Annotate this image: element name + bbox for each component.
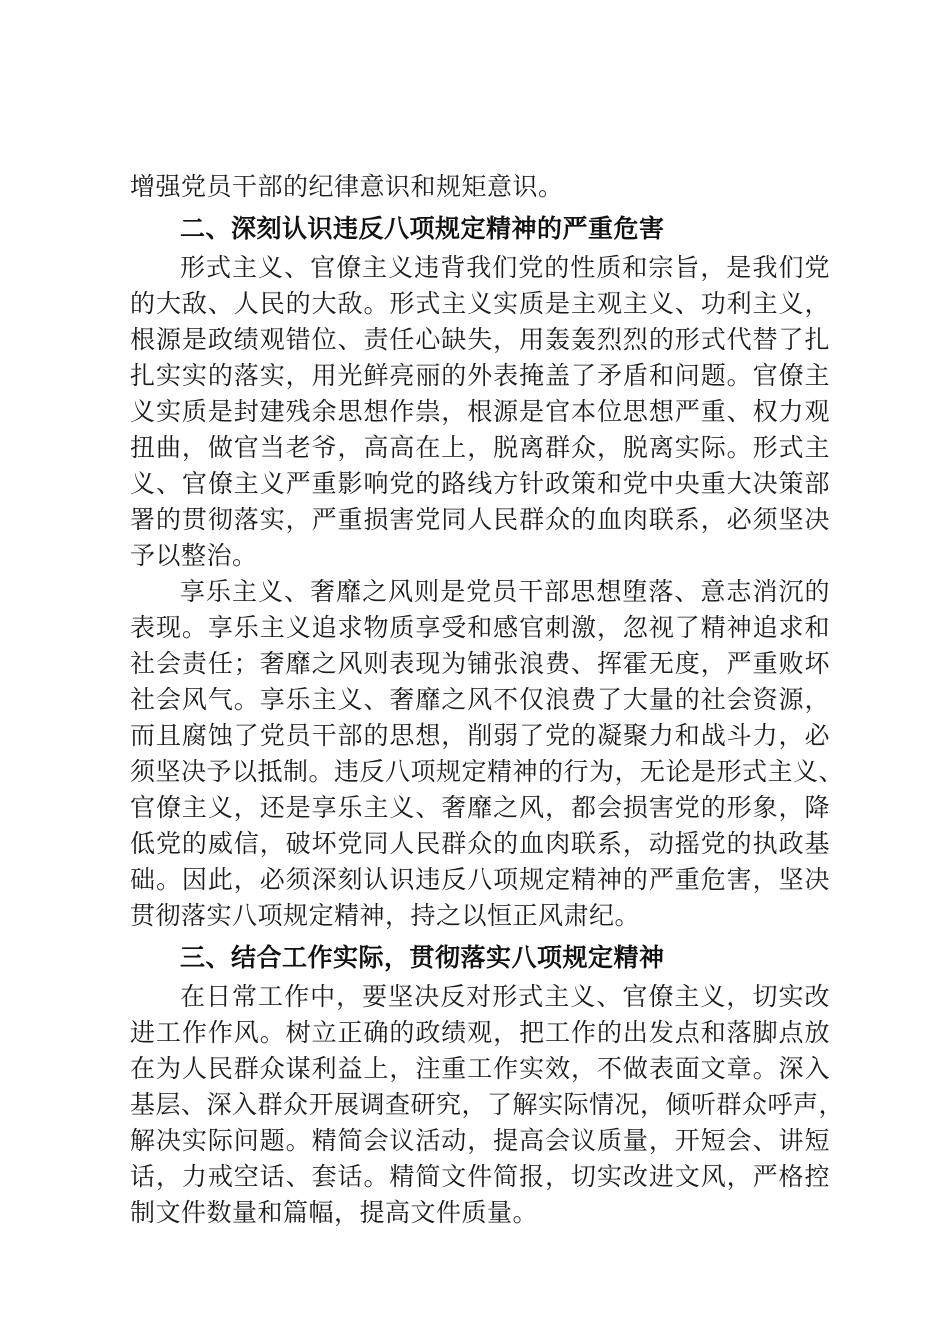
body-text-line: 低党的威信，破坏党同人民群众的血肉联系，动摇党的执政基 <box>130 829 830 858</box>
section-heading-3: 三、结合工作实际，贯彻落实八项规定精神 <box>180 943 665 972</box>
body-text-line: 增强党员干部的纪律意识和规矩意识。 <box>130 172 564 201</box>
body-text-line: 在为人民群众谋利益上，注重工作实效，不做表面文章。深入 <box>130 1054 830 1083</box>
body-text-line: 署的贯彻落实，严重损害党同人民群众的血肉联系，必须坚决 <box>130 505 830 534</box>
body-text-line: 贯彻落实八项规定精神，持之以恒正风肃纪。 <box>130 901 641 930</box>
body-text-line: 义、官僚主义严重影响党的路线方针政策和党中央重大决策部 <box>130 469 830 498</box>
body-text-line: 社会风气。享乐主义、奢靡之风不仅浪费了大量的社会资源， <box>130 685 830 714</box>
body-text-line: 予以整治。 <box>130 541 258 570</box>
body-text-line: 根源是政绩观错位、责任心缺失，用轰轰烈烈的形式代替了扎 <box>130 325 830 354</box>
body-text-line: 进工作作风。树立正确的政绩观，把工作的出发点和落脚点放 <box>130 1018 830 1047</box>
paragraph-first-line: 在日常工作中，要坚决反对形式主义、官僚主义，切实改 <box>180 982 830 1011</box>
section-heading-2: 二、深刻认识违反八项规定精神的严重危害 <box>180 214 665 243</box>
body-text-line: 社会责任；奢靡之风则表现为铺张浪费、挥霍无度，严重败坏 <box>130 649 830 678</box>
body-text-line: 须坚决予以抵制。违反八项规定精神的行为，无论是形式主义、 <box>130 757 845 786</box>
body-text-line: 义实质是封建残余思想作祟，根源是官本位思想严重、权力观 <box>130 397 830 426</box>
body-text-line: 扎实实的落实，用光鲜亮丽的外表掩盖了矛盾和问题。官僚主 <box>130 361 830 390</box>
body-text-line: 解决实际问题。精简会议活动，提高会议质量，开短会、讲短 <box>130 1126 830 1155</box>
body-text-line: 的大敌、人民的大敌。形式主义实质是主观主义、功利主义， <box>130 289 830 318</box>
body-text-line: 而且腐蚀了党员干部的思想，削弱了党的凝聚力和战斗力，必 <box>130 721 830 750</box>
paragraph-first-line: 形式主义、官僚主义违背我们党的性质和宗旨，是我们党 <box>180 253 830 282</box>
body-text-line: 表现。享乐主义追求物质享受和感官刺激，忽视了精神追求和 <box>130 613 830 642</box>
body-text-line: 基层、深入群众开展调查研究，了解实际情况，倾听群众呼声， <box>130 1090 845 1119</box>
paragraph-first-line: 享乐主义、奢靡之风则是党员干部思想堕落、意志消沉的 <box>180 577 830 606</box>
body-text-line: 制文件数量和篇幅，提高文件质量。 <box>130 1198 539 1227</box>
body-text-line: 础。因此，必须深刻认识违反八项规定精神的严重危害，坚决 <box>130 865 830 894</box>
body-text-line: 扭曲，做官当老爷，高高在上，脱离群众，脱离实际。形式主 <box>130 433 830 462</box>
body-text-line: 话，力戒空话、套话。精简文件简报，切实改进文风，严格控 <box>130 1162 830 1191</box>
body-text-line: 官僚主义，还是享乐主义、奢靡之风，都会损害党的形象，降 <box>130 793 830 822</box>
